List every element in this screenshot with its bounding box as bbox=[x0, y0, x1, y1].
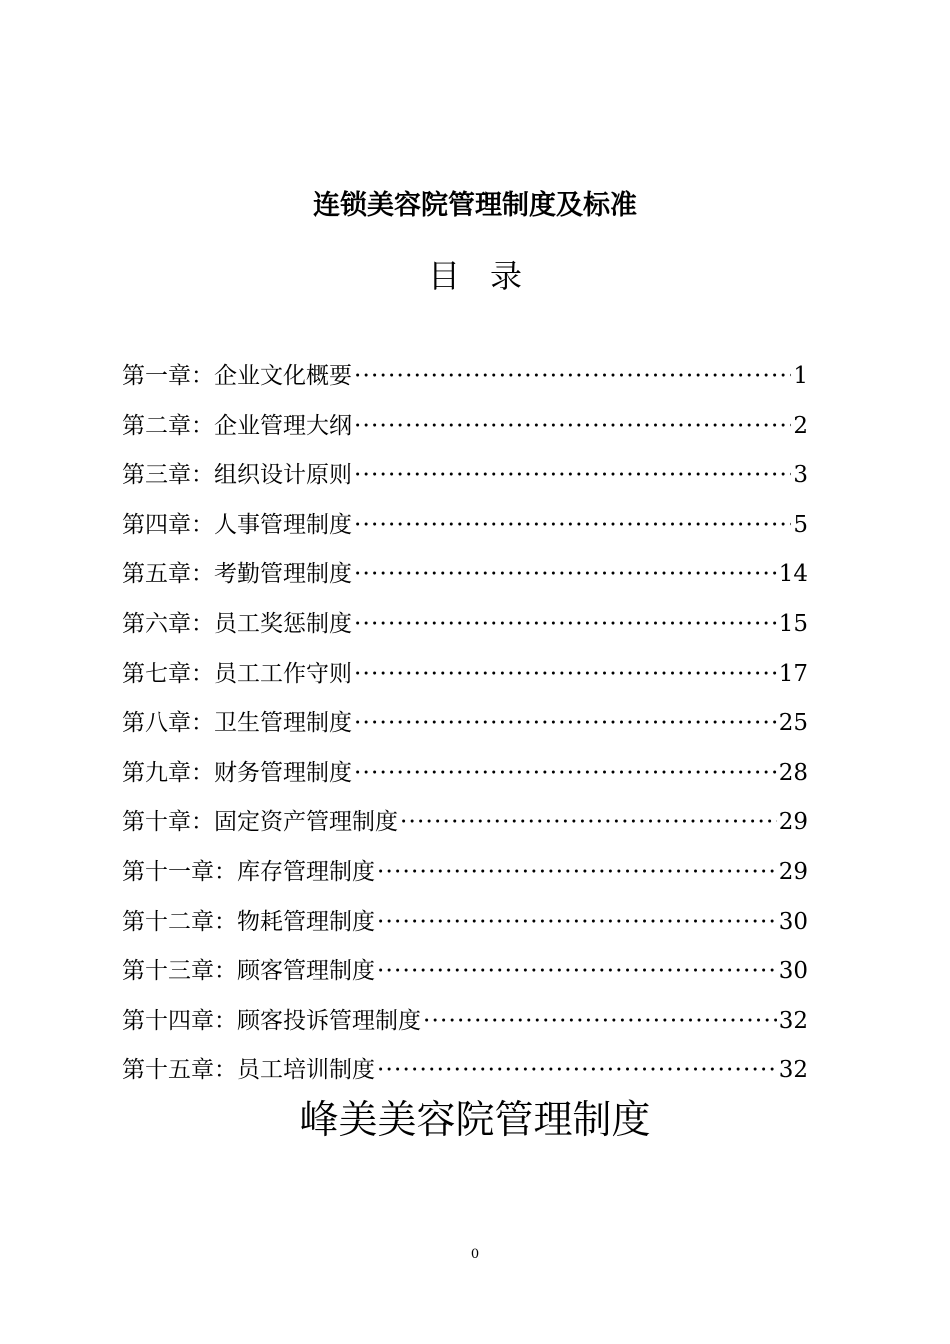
toc-chapter-label: 第一章： bbox=[122, 363, 214, 389]
toc-chapter-label: 第十二章： bbox=[122, 908, 237, 935]
toc-chapter-label: 第十三章： bbox=[122, 958, 237, 985]
toc-entry[interactable] bbox=[122, 451, 808, 501]
toc-entry[interactable] bbox=[122, 402, 808, 452]
toc-chapter-name: 固定资产管理制度 bbox=[214, 809, 398, 836]
toc-chapter-label: 第十章： bbox=[122, 809, 214, 836]
toc-chapter-name: 企业文化概要 bbox=[214, 363, 352, 389]
toc-chapter-label: 第十四章： bbox=[122, 1007, 237, 1034]
toc-entry[interactable] bbox=[122, 1046, 808, 1096]
toc-entry[interactable] bbox=[122, 352, 808, 402]
toc-entry[interactable] bbox=[122, 600, 808, 650]
toc-page-number: 2 bbox=[793, 412, 808, 439]
toc-heading-char-2: 录 bbox=[490, 257, 523, 295]
toc-chapter-name: 人事管理制度 bbox=[214, 511, 352, 538]
toc-entry[interactable] bbox=[122, 848, 808, 898]
toc-entry[interactable] bbox=[122, 749, 808, 799]
toc-dot-leader bbox=[354, 699, 777, 749]
toc-entry[interactable] bbox=[122, 997, 808, 1047]
toc-dot-leader bbox=[354, 501, 791, 551]
toc-dot-leader bbox=[377, 848, 777, 898]
toc-dot-leader bbox=[354, 550, 777, 600]
toc-page-number: 3 bbox=[793, 462, 808, 489]
toc-heading-char-1: 目 bbox=[427, 257, 460, 295]
toc-entry[interactable] bbox=[122, 550, 808, 600]
toc-page-number: 28 bbox=[778, 759, 808, 786]
toc-chapter-label: 第十五章： bbox=[122, 1057, 237, 1084]
toc-entry[interactable] bbox=[122, 699, 808, 749]
toc-chapter-label: 第八章： bbox=[122, 710, 214, 737]
section-title: 峰美美容院管理制度 bbox=[299, 1098, 651, 1143]
table-of-contents bbox=[122, 352, 808, 1096]
toc-dot-leader bbox=[377, 947, 777, 997]
toc-page-number: 5 bbox=[793, 511, 808, 538]
toc-chapter-name: 顾客管理制度 bbox=[237, 958, 375, 985]
toc-chapter-name: 组织设计原则 bbox=[214, 462, 352, 489]
toc-page-number: 29 bbox=[778, 858, 808, 885]
toc-page-number: 25 bbox=[778, 710, 808, 737]
toc-dot-leader bbox=[423, 997, 777, 1047]
toc-dot-leader bbox=[354, 650, 777, 700]
toc-heading bbox=[0, 252, 950, 300]
toc-chapter-name: 库存管理制度 bbox=[237, 858, 375, 885]
toc-chapter-name: 企业管理大纲 bbox=[214, 412, 352, 439]
toc-chapter-name: 卫生管理制度 bbox=[214, 710, 352, 737]
toc-dot-leader bbox=[400, 798, 777, 848]
toc-dot-leader bbox=[354, 402, 791, 452]
toc-page-number: 29 bbox=[778, 809, 808, 836]
toc-chapter-name: 员工培训制度 bbox=[237, 1057, 375, 1084]
toc-chapter-name: 考勤管理制度 bbox=[214, 561, 352, 588]
toc-dot-leader bbox=[377, 1046, 777, 1096]
toc-entry[interactable] bbox=[122, 798, 808, 848]
toc-chapter-name: 顾客投诉管理制度 bbox=[237, 1007, 421, 1034]
toc-chapter-label: 第九章： bbox=[122, 759, 214, 786]
toc-chapter-label: 第四章： bbox=[122, 511, 214, 538]
toc-page-number: 15 bbox=[778, 610, 808, 637]
page-number: 0 bbox=[470, 1247, 480, 1262]
toc-dot-leader bbox=[354, 749, 777, 799]
toc-dot-leader bbox=[354, 600, 777, 650]
toc-chapter-label: 第六章： bbox=[122, 610, 214, 637]
toc-dot-leader bbox=[377, 898, 777, 948]
toc-chapter-name: 员工奖惩制度 bbox=[214, 610, 352, 637]
toc-chapter-label: 第五章： bbox=[122, 561, 214, 588]
toc-chapter-name: 物耗管理制度 bbox=[237, 908, 375, 935]
document-title: 连锁美容院管理制度及标准 bbox=[313, 190, 637, 221]
toc-page-number: 14 bbox=[778, 561, 808, 588]
toc-chapter-label: 第二章： bbox=[122, 412, 214, 439]
toc-page-number: 30 bbox=[778, 958, 808, 985]
toc-chapter-label: 第十一章： bbox=[122, 858, 237, 885]
toc-entry[interactable] bbox=[122, 650, 808, 700]
toc-page-number: 32 bbox=[778, 1007, 808, 1034]
toc-entry[interactable] bbox=[122, 501, 808, 551]
toc-page-number: 17 bbox=[778, 660, 808, 687]
toc-page-number: 1 bbox=[793, 363, 808, 389]
toc-entry[interactable] bbox=[122, 898, 808, 948]
toc-chapter-label: 第七章： bbox=[122, 660, 214, 687]
toc-dot-leader bbox=[354, 451, 791, 501]
toc-entry[interactable] bbox=[122, 947, 808, 997]
toc-chapter-label: 第三章： bbox=[122, 462, 214, 489]
toc-chapter-name: 财务管理制度 bbox=[214, 759, 352, 786]
toc-page-number: 32 bbox=[778, 1057, 808, 1084]
toc-dot-leader bbox=[354, 352, 791, 402]
toc-page-number: 30 bbox=[778, 908, 808, 935]
toc-chapter-name: 员工工作守则 bbox=[214, 660, 352, 687]
